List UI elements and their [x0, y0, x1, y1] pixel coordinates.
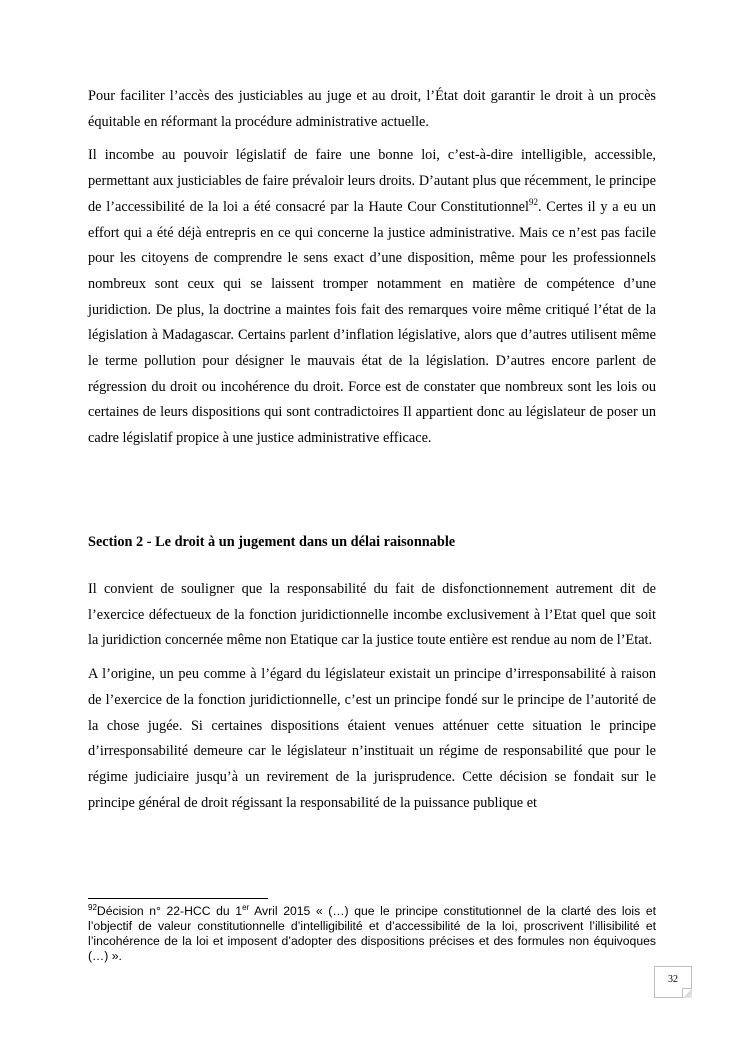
- footnote-text: Avril 2015 « (…) que le principe constitutionnel de la clarté des lois et l’objectif de valeur constitutionnelle d’intelligibilité et d’accessibilité de la loi, proscrivent l’illisibilité et l’incohérence de la loi et imposent d’adopter des dispositions précises et des formules non équivoques (…) ».: [88, 904, 656, 963]
- paragraph-access-to-justice: Pour faciliter l’accès des justiciables au juge et au droit, l’État doit garantir le droit à un procès équitable en réformant la procédure administrative actuelle.: [88, 88, 656, 130]
- section-body: [88, 577, 656, 816]
- body-text: [88, 84, 656, 452]
- footnote-text: Décision n° 22-HCC du 1: [96, 904, 243, 918]
- paragraph-text: . Certes il y a eu un effort qui a été déjà entrepris en ce qui concerne la justice administrative. Mais ce n’est pas facile pour les citoyens de comprendre le sens exact d’une disposition, même pour les professionnels nombreux sont ceux qui se laissent tromper notamment en matière de compétence d’une juridiction. De plus, la doctrine a maintes fois fait des remarques voire même critiqué l’état de la législation à Madagascar. Certains parlent d’inflation législative, alors que d’autres utilisent même le terme pollution pour désigner le mauvais état de la législation. D’autres encore parlent de régression du droit ou incohérence du droit. Force est de constater que nombreux sont les lois ou certaines de leurs dispositions qui sont contradictoires Il appartient donc au législateur de poser un cadre législatif propice à une justice administrative efficace.: [88, 198, 656, 447]
- footnote-number: 92: [88, 902, 97, 912]
- footnote-ordinal: er: [242, 902, 250, 912]
- page-curl-icon: [682, 988, 692, 998]
- paragraph-irresponsibility-principle: A l’origine, un peu comme à l’égard du législateur existait un principe d’irresponsabilité à raison de l’exercice de la fonction juridictionnelle, c’est un principe fondé sur le principe de l’autorité de la chose jugée. Si certaines dispositions étaient venues atténuer cette situation le principe d’irresponsabilité demeure car le législateur n’instituait un régime de responsabilité que pour le régime judiciaire jusqu’à un revirement de la jurisprudence. Cette décision se fondait sur le principe général de droit régissant la responsabilité de la puissance publique et: [88, 666, 656, 811]
- paragraph-state-responsibility: Il convient de souligner que la responsabilité du fait de disfonctionnement autrement dit de l’exercice défectueux de la fonction juridictionnelle incombe exclusivement à l’Etat quel que soit la juridiction concernée même non Etatique car la justice toute entière est rendue au nom de l’Etat.: [88, 581, 656, 649]
- footnote-reference[interactable]: 92: [528, 197, 538, 208]
- paragraph-text: Il incombe au pouvoir législatif de faire une bonne loi, c’est-à-dire intelligible, accessible, permettant aux justiciables de faire prévaloir leurs droits. D’autant plus que récemment, le principe de l’accessibilité de la loi a été consacré par la Haute Cour Constitutionnel: [88, 147, 656, 215]
- section-heading: Section 2 - Le droit à un jugement dans un délai raisonnable: [88, 534, 456, 550]
- paragraph-legislative-power: [88, 143, 656, 451]
- page-number: 32: [668, 974, 678, 985]
- footnote: [88, 904, 656, 964]
- page-number-box: [654, 966, 692, 998]
- footnote-separator: [88, 898, 268, 899]
